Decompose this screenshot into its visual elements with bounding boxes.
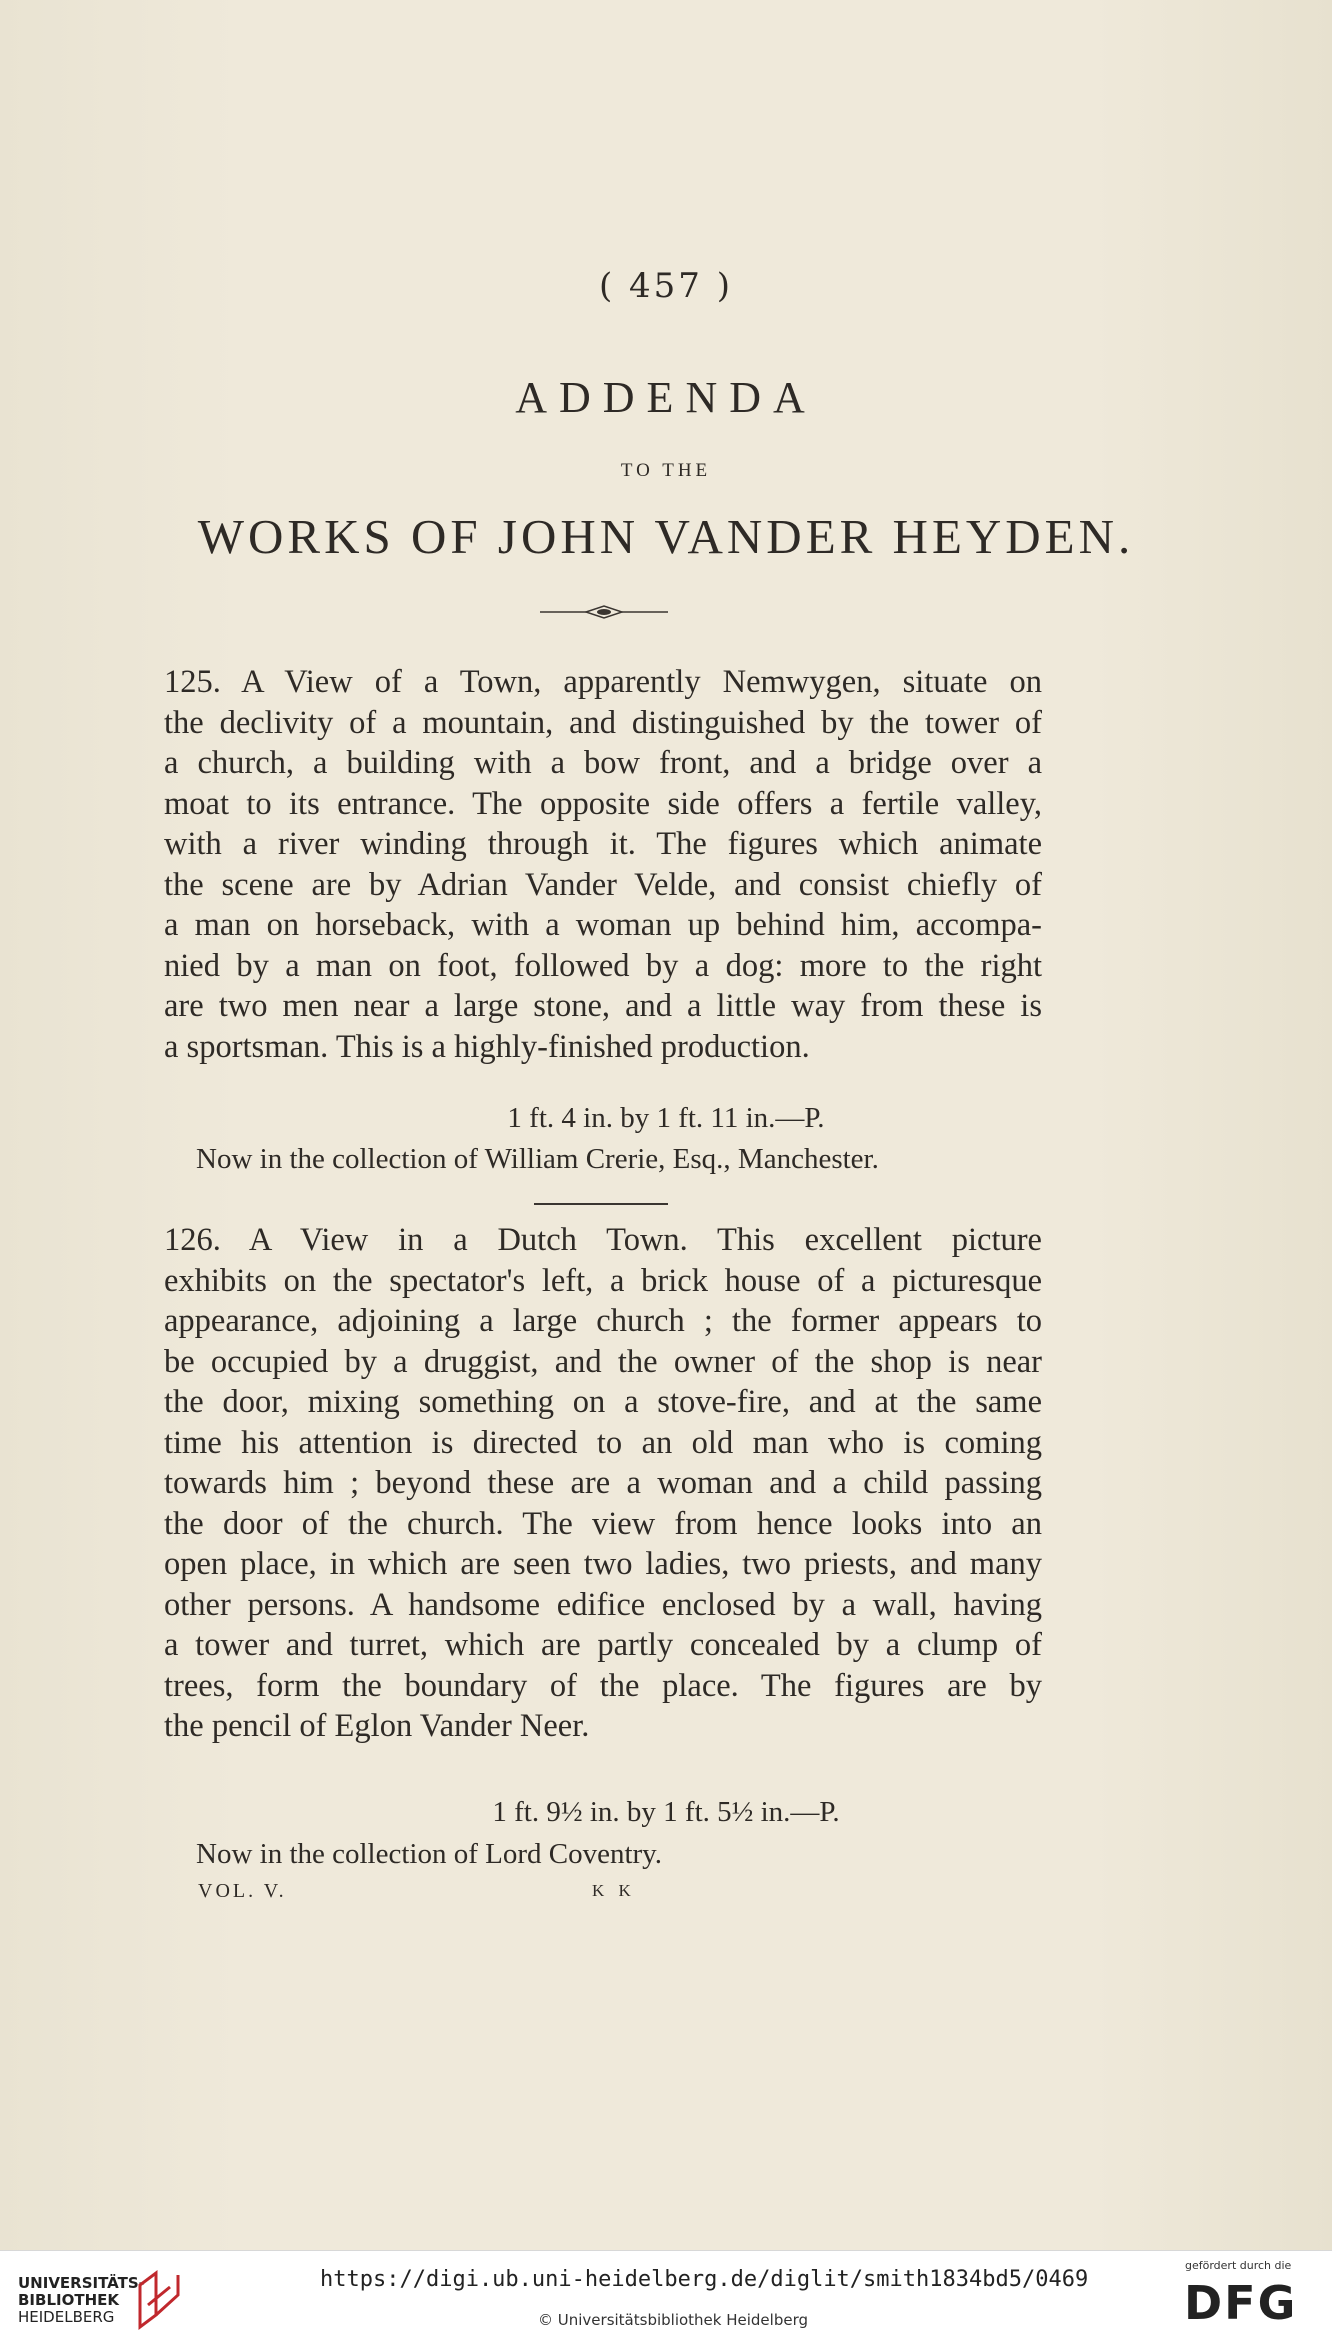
copyright-notice: © Universitätsbibliothek Heidelberg — [538, 2311, 809, 2329]
library-banner — [0, 2250, 1332, 2345]
entry-125-collection: Now in the collection of William Crerie, Esq., Manchester. — [196, 1143, 879, 1175]
funder-name: DFG — [1184, 2276, 1298, 2327]
funding-label: gefördert durch die — [1185, 2259, 1292, 2272]
text-line: appearance, adjoining a large church ; the former appears to — [164, 1303, 1042, 1339]
library-name — [18, 2275, 145, 2326]
text-line: be occupied by a druggist, and the owner of the shop is near — [164, 1343, 1042, 1380]
page-number: ( 457 ) — [598, 266, 734, 306]
library-line: HEIDELBERG — [18, 2308, 115, 2326]
text-line: a church, a building with a bow front, and a bridge over a — [164, 745, 1042, 781]
signature-mark: K K — [592, 1881, 636, 1900]
text-line: 126. A View in a Dutch Town. This excellent picture — [164, 1222, 1042, 1258]
entry-125-dimensions: 1 ft. 4 in. by 1 ft. 11 in.—P. — [507, 1102, 825, 1134]
entry-125-text — [164, 662, 1042, 1067]
ornament-divider — [540, 602, 668, 622]
text-line: the declivity of a mountain, and distinguished by the tower of — [164, 704, 1042, 741]
text-line: 125. A View of a Town, apparently Nemwygen, situate on — [164, 664, 1042, 700]
text-line: a sportsman. This is a highly-finished production. — [164, 1028, 810, 1065]
heading: ADDENDA — [515, 373, 817, 422]
section-rule — [534, 1203, 668, 1205]
text-line: time his attention is directed to an old man who is coming — [164, 1424, 1042, 1461]
text-line: the door, mixing something on a stove-fire, and at the same — [164, 1384, 1042, 1420]
text-line: are two men near a large stone, and a little way from these is — [164, 988, 1042, 1024]
entry-126-dimensions: 1 ft. 9½ in. by 1 ft. 5½ in.—P. — [492, 1796, 840, 1828]
text-line: the scene are by Adrian Vander Velde, and consist chiefly of — [164, 866, 1042, 903]
subheading: TO THE — [620, 460, 712, 481]
text-line: the door of the church. The view from hence looks into an — [164, 1505, 1042, 1542]
text-line: nied by a man on foot, followed by a dog: more to the right — [164, 947, 1042, 984]
text-line: trees, form the boundary of the place. The figures are by — [164, 1667, 1042, 1704]
text-line: open place, in which are seen two ladies, two priests, and many — [164, 1546, 1042, 1582]
text-line: other persons. A handsome edifice enclosed by a wall, having — [164, 1586, 1042, 1623]
library-logo-icon — [134, 2265, 186, 2333]
library-line: BIBLIOTHEK — [18, 2291, 119, 2309]
permalink-url[interactable]: https://digi.ub.uni-heidelberg.de/diglit/smith1834bd5/0469 — [320, 2267, 1089, 2292]
entry-126-text — [164, 1220, 1042, 1747]
text-line: a man on horseback, with a woman up behind him, accompa- — [164, 907, 1042, 943]
text-line: towards him ; beyond these are a woman and a child passing — [164, 1465, 1042, 1501]
entry-126-collection: Now in the collection of Lord Coventry. — [196, 1838, 663, 1870]
dfg-logo-icon — [1184, 2275, 1312, 2327]
text-line: a tower and turret, which are partly concealed by a clump of — [164, 1627, 1042, 1663]
text-line: the pencil of Eglon Vander Neer. — [164, 1708, 590, 1744]
volume-footer: VOL. V. — [198, 1880, 287, 1902]
text-line: moat to its entrance. The opposite side offers a fertile valley, — [164, 785, 1042, 822]
text-line: with a river winding through it. The figures which animate — [164, 826, 1042, 862]
page-title: WORKS OF JOHN VANDER HEYDEN. — [197, 509, 1135, 564]
library-line: UNIVERSITÄTS- — [18, 2274, 145, 2292]
text-line: exhibits on the spectator's left, a brick house of a picturesque — [164, 1262, 1042, 1299]
